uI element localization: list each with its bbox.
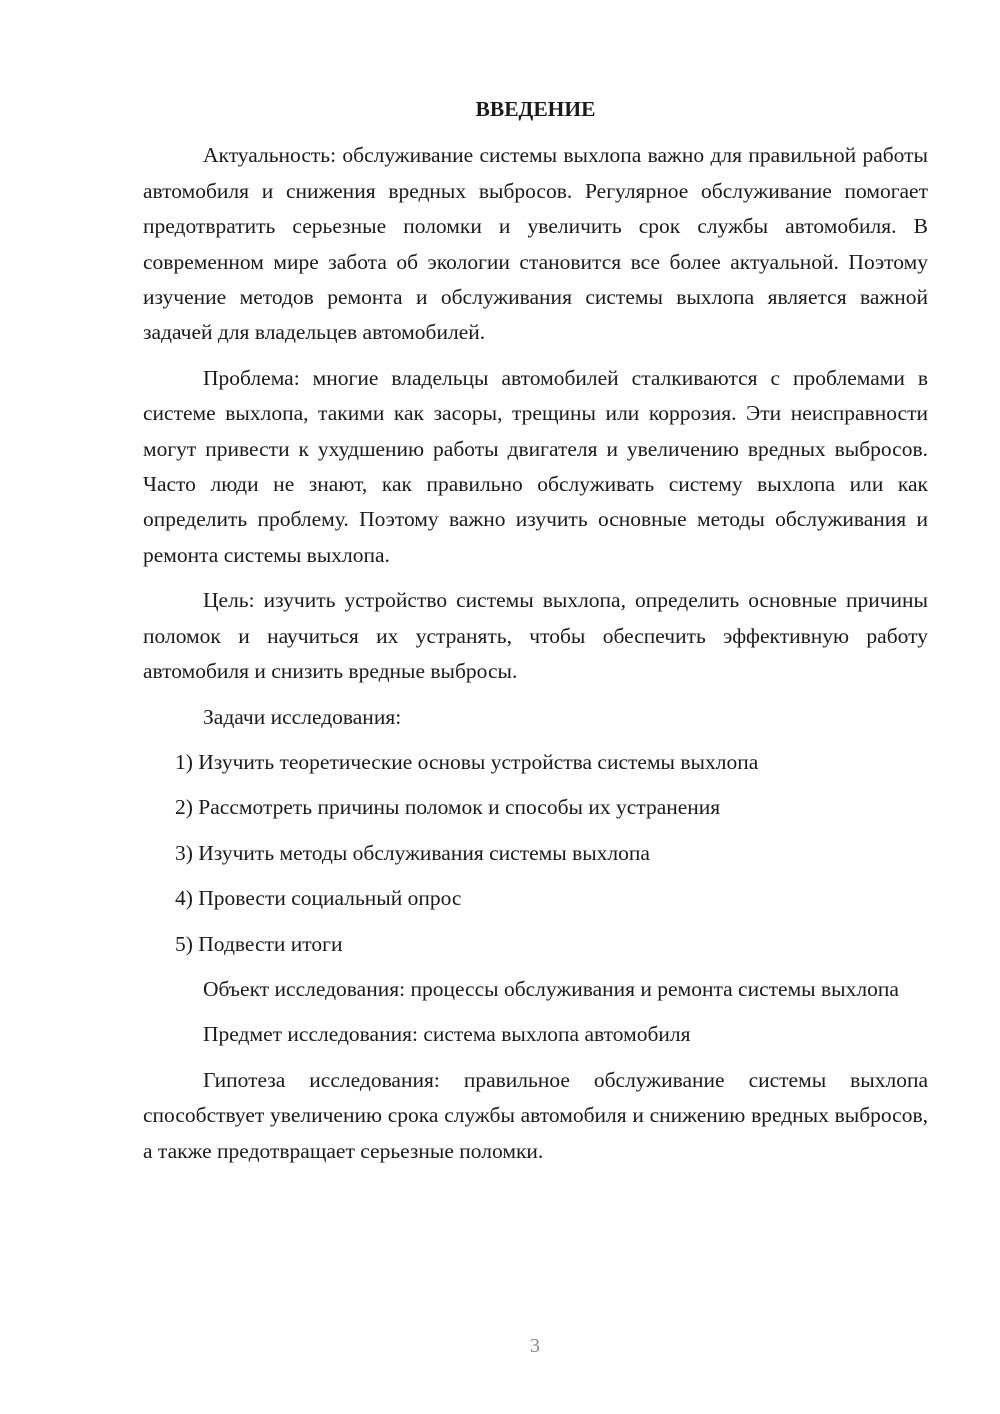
document-page — [143, 92, 928, 1179]
problem-paragraph: Проблема: многие владельцы автомобилей сталкиваются с проблемами в системе выхлопа, такими как засоры, трещины или коррозия. Эти неисправности могут привести к ухудшению работы двигателя и увеличению вредных выбросов. Часто люди не знают, как правильно обслуживать систему выхлопа или как определить проблему. Поэтому важно изучить основные методы обслуживания и ремонта системы выхлопа. — [143, 365, 928, 567]
subject-paragraph: Предмет исследования: система выхлопа автомобиля — [203, 1022, 691, 1047]
task-item-4: 4) Провести социальный опрос — [175, 886, 462, 911]
object-paragraph: Объект исследования: процессы обслуживания и ремонта системы выхлопа — [203, 976, 899, 1001]
tasks-heading: Задачи исследования: — [203, 704, 402, 729]
hypothesis-paragraph: Гипотеза исследования: правильное обслуживание системы выхлопа способствует увеличению срока службы автомобиля и снижению вредных выбросов, а также предотвращает серьезные поломки. — [143, 1067, 928, 1163]
task-item-1: 1) Изучить теоретические основы устройства системы выхлопа — [175, 749, 759, 774]
section-title: ВВЕДЕНИЕ — [475, 97, 596, 121]
tasks-list — [143, 745, 928, 962]
relevance-paragraph: Актуальность: обслуживание системы выхлопа важно для правильной работы автомобиля и снижения вредных выбросов. Регулярное обслуживание помогает предотвратить серьезные поломки и увеличить срок службы автомобиля. В современном мире забота об экологии становится все более актуальной. Поэтому изучение методов ремонта и обслуживания системы выхлопа является важной задачей для владельцев автомобилей. — [143, 143, 928, 345]
goal-paragraph: Цель: изучить устройство системы выхлопа, определить основные причины поломок и научиться их устранять, чтобы обеспечить эффективную работу автомобиля и снизить вредные выбросы. — [143, 588, 928, 684]
task-item-5: 5) Подвести итоги — [175, 931, 343, 956]
task-item-2: 2) Рассмотреть причины поломок и способы их устранения — [175, 795, 721, 820]
page-number: 3 — [530, 1335, 540, 1357]
task-item-3: 3) Изучить методы обслуживания системы выхлопа — [175, 840, 650, 865]
